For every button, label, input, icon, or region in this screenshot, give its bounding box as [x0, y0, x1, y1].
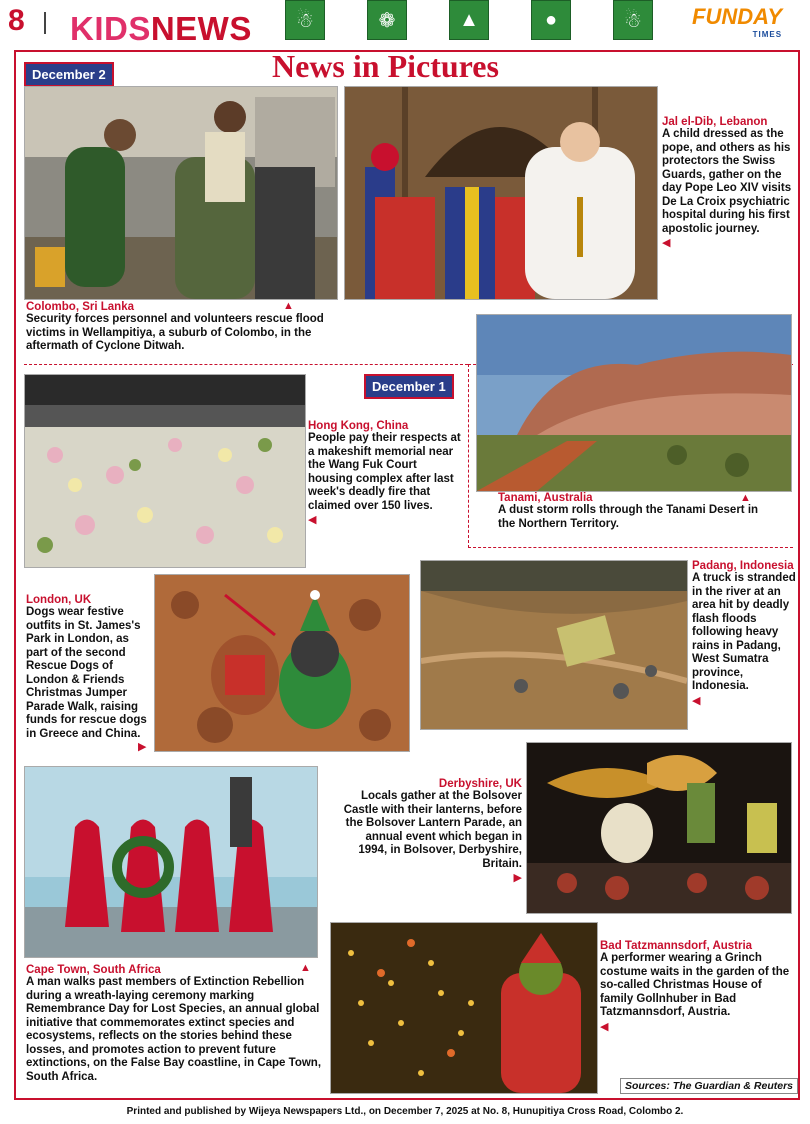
date-badge-dec2: December 2	[24, 62, 114, 87]
location-hongkong: Hong Kong, China	[308, 420, 409, 432]
december-1-divider	[24, 364, 468, 365]
tree-icon: ▲	[449, 0, 489, 40]
location-tanami: Tanami, Australia	[498, 492, 593, 504]
story-tanami	[498, 492, 768, 531]
pointer-icon: ▶	[138, 741, 147, 753]
story-capetown	[26, 964, 326, 1084]
caption-jaldib: A child dressed as the pope, and others as his protectors the Swiss Guards, gather on the day Pope Leo XIV visits De La Croix psychiatric hospital during his first apostolic journey.	[662, 128, 792, 235]
location-bad-tatzmannsdorf: Bad Tatzmannsdorf, Austria	[600, 940, 753, 952]
photo-derbyshire	[526, 742, 792, 914]
snowglobe-icon: ●	[531, 0, 571, 40]
logo-kids: KIDS	[70, 10, 151, 47]
story-bad-tatzmannsdorf	[600, 940, 796, 1033]
location-derbyshire: Derbyshire, UK	[438, 778, 522, 790]
pointer-icon: ◀	[308, 514, 317, 526]
snowman-icon: ☃	[613, 0, 653, 40]
caption-london: Dogs wear festive outfits in St. James's Park in London, as part of the second Rescue Dogs of London & Friends Christmas Jumper Parade Walk, raising funds for rescue dogs in Greece and China.	[26, 606, 147, 740]
pointer-icon: ▶	[513, 872, 522, 884]
logo-news: NEWS	[150, 10, 252, 47]
location-padang: Padang, Indonesia	[692, 560, 794, 572]
pointer-icon: ◀	[600, 1020, 609, 1033]
story-jaldib	[662, 116, 796, 249]
page-number: 8	[8, 4, 25, 37]
funday-times-logo	[692, 4, 782, 39]
story-london	[26, 594, 150, 741]
location-london: London, UK	[26, 594, 92, 606]
kids-news-logo	[70, 10, 252, 48]
story-derbyshire	[336, 778, 522, 884]
caption-derbyshire: Locals gather at the Bolsover Castle with their lanterns, before the Bolsover Lantern Parade, an annual event which began in 1994, in Bolsover, Derbyshire, Britain.	[343, 790, 522, 870]
caption-padang: A truck is stranded in the river at an area hit by deadly flash floods following heavy rains in Padang, West Sumatra province, Indonesia.	[692, 572, 796, 692]
santa-icon: ☃	[285, 0, 325, 40]
pointer-icon: ◀	[662, 237, 671, 249]
print-footer: Printed and published by Wijeya Newspapers Ltd., on December 7, 2025 at No. 8, Hunupitiya Cross Road, Colombo 2.	[126, 1106, 684, 1117]
sources-credit: Sources: The Guardian & Reuters	[620, 1078, 798, 1094]
photo-padang	[420, 560, 688, 730]
caption-tanami: A dust storm rolls through the Tanami Desert in the Northern Territory.	[498, 504, 759, 530]
wreath-icon: ❁	[367, 0, 407, 40]
story-colombo	[26, 301, 336, 354]
date-badge-dec1: December 1	[364, 374, 454, 399]
pointer-icon: ◀	[692, 694, 701, 707]
header-divider	[44, 12, 46, 34]
photo-bad-tatzmannsdorf	[330, 922, 598, 1094]
funday-title: FUNDAY	[692, 4, 783, 29]
photo-hongkong	[24, 374, 306, 568]
caption-bad-tatzmannsdorf: A performer wearing a Grinch costume waits in the garden of the so-called Christmas House of family Gollnhuber in Bad Tatzmannsdorf, Austria.	[600, 952, 790, 1018]
photo-jaldib	[344, 86, 658, 300]
page-title: News in Pictures	[272, 48, 499, 84]
pointer-icon: ▲	[283, 300, 294, 312]
location-jaldib: Jal el-Dib, Lebanon	[662, 116, 768, 128]
pointer-icon: ▲	[300, 962, 311, 974]
photo-capetown	[24, 766, 318, 958]
location-colombo: Colombo, Sri Lanka	[26, 301, 134, 313]
location-capetown: Cape Town, South Africa	[26, 964, 161, 976]
story-hongkong	[308, 420, 464, 526]
photo-tanami	[476, 314, 792, 492]
photo-london	[154, 574, 410, 752]
funday-subtitle: TIMES	[752, 30, 783, 39]
caption-hongkong: People pay their respects at a makeshift memorial near the Wang Fuk Court housing complex after last week's deadly fire that claimed over 150 lives.	[308, 432, 461, 512]
pointer-icon: ▲	[740, 492, 751, 504]
caption-capetown: A man walks past members of Extinction Rebellion during a wreath-laying ceremony marking Remembrance Day for Lost Species, an annual global initiative that commemorates extinct species and ecosystems, reflects on the stories behind these losses, and promotes action to prevent future extinctions, on the False Bay coastline, in Cape Town, South Africa.	[26, 976, 322, 1083]
story-padang	[692, 560, 798, 707]
caption-colombo: Security forces personnel and volunteers rescue flood victims in Wellampitiya, a suburb of Colombo, in the aftermath of Cyclone Ditwah.	[26, 313, 324, 352]
photo-colombo	[24, 86, 338, 300]
